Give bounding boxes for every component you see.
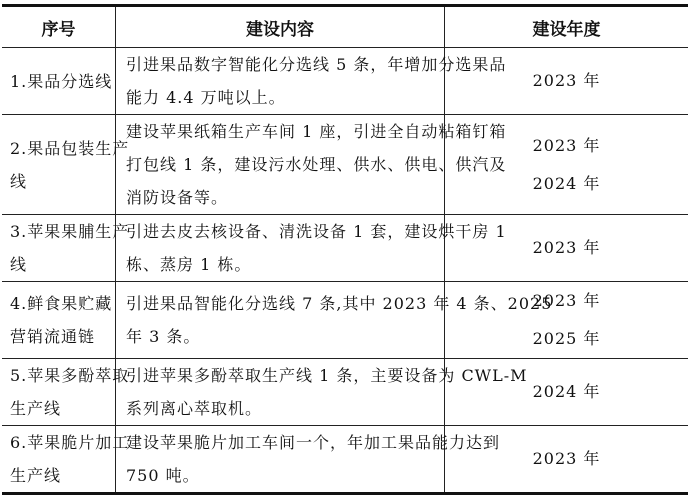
item-name	[2, 48, 116, 115]
item-content-line: 消防设备等。	[126, 188, 229, 207]
item-years-line: 2024 年	[532, 382, 601, 401]
item-content-line: 栋、蒸房 1 栋。	[126, 255, 252, 274]
item-content-line: 引进果品数字智能化分选线 5 条，年增加分选果品	[126, 55, 507, 74]
item-years-line: 2023 年	[532, 71, 601, 90]
item-name-line: 4.鲜食果贮藏	[10, 294, 113, 313]
item-content-line: 引进去皮去核设备、清洗设备 1 套，建设烘干房 1	[126, 222, 507, 241]
item-years-line: 2024 年	[532, 173, 601, 193]
item-name-line: 1.果品分选线	[10, 71, 113, 91]
item-name	[2, 359, 130, 426]
item-years-line: 2025 年	[532, 329, 601, 348]
table-row	[2, 48, 688, 115]
item-content-line: 打包线 1 条，建设污水处理、供水、供电、供汽及	[126, 155, 507, 174]
table-row	[2, 215, 688, 282]
item-content-line: 引进苹果多酚萃取生产线 1 条，主要设备为 CWL-M	[126, 366, 528, 385]
item-content-line: 750 吨。	[126, 466, 200, 485]
item-content	[116, 48, 507, 115]
item-content	[116, 359, 528, 426]
item-name-line: 2.果品包装生产	[10, 138, 130, 158]
item-name-line: 营销流通链	[10, 327, 96, 346]
item-name-line: 生产线	[10, 399, 62, 418]
item-name	[2, 426, 130, 494]
item-name	[2, 282, 116, 359]
item-years-line: 2023 年	[532, 291, 601, 310]
item-content-line: 年 3 条。	[126, 327, 201, 346]
header-year: 建设年度	[445, 6, 689, 48]
item-content-line: 能力 4.4 万吨以上。	[126, 88, 286, 107]
item-name-line: 生产线	[10, 466, 62, 485]
item-name-line: 线	[10, 171, 28, 191]
item-name-line: 线	[10, 255, 28, 274]
item-content	[116, 426, 501, 494]
table-row	[2, 282, 688, 359]
item-content	[116, 215, 507, 282]
item-content-line: 引进果品智能化分选线 7 条,其中 2023 年 4 条、2025	[126, 294, 553, 313]
construction-table	[2, 4, 688, 495]
item-years-line: 2023 年	[532, 238, 601, 257]
item-name-line: 5.苹果多酚萃取	[10, 366, 130, 385]
item-content-line: 建设苹果纸箱生产车间 1 座，引进全自动粘箱钉箱	[126, 122, 507, 141]
item-name	[2, 215, 130, 282]
item-name-line: 6.苹果脆片加工	[10, 433, 130, 452]
item-years-line: 2023 年	[532, 135, 601, 155]
header-content: 建设内容	[116, 6, 445, 48]
item-name	[2, 115, 130, 215]
item-content	[116, 282, 553, 359]
table-row	[2, 426, 688, 494]
item-content	[116, 115, 507, 215]
item-name-line: 3.苹果果脯生产	[10, 222, 130, 241]
table-row	[2, 115, 688, 215]
header-index: 序号	[2, 6, 116, 48]
item-content-line: 建设苹果脆片加工车间一个，年加工果品能力达到	[126, 433, 501, 452]
item-years-line: 2023 年	[532, 449, 601, 468]
item-content-line: 系列离心萃取机。	[126, 399, 263, 418]
table-row	[2, 359, 688, 426]
header-row	[2, 6, 688, 48]
